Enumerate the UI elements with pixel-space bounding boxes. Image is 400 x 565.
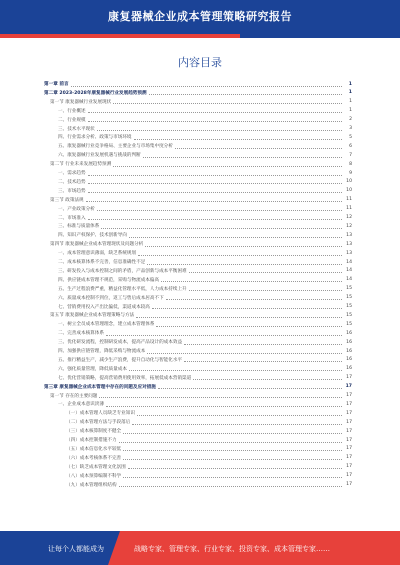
toc-entry[interactable] xyxy=(44,418,352,426)
toc-entry-label: 二、完善成本核算体系 xyxy=(58,331,104,337)
toc-page-number: 14 xyxy=(346,277,352,283)
header-band xyxy=(0,0,400,34)
toc-entry[interactable] xyxy=(44,436,352,444)
toc-entry[interactable] xyxy=(44,481,352,489)
toc-page-number: 1 xyxy=(349,108,352,114)
toc-entry[interactable] xyxy=(44,356,352,364)
toc-page-number: 17 xyxy=(346,410,352,416)
toc-leader-dots xyxy=(158,388,342,389)
toc-entry[interactable] xyxy=(44,463,352,471)
toc-entry-label: 第五节 康复器械企业成本管理策略与方法 xyxy=(50,313,135,319)
footer-slogan: 让每个人都能成为 xyxy=(48,545,104,553)
toc-chapter-entry[interactable] xyxy=(44,383,352,391)
toc-page-number: 1 xyxy=(348,81,352,87)
toc-leader-dots xyxy=(156,326,342,327)
toc-entry[interactable] xyxy=(44,267,352,275)
toc-leader-dots xyxy=(184,344,342,345)
toc-entry[interactable] xyxy=(44,409,352,417)
toc-entry-label: 第一章 前言 xyxy=(44,82,69,87)
toc-page-number: 17 xyxy=(346,375,352,381)
toc-entry-label: （五）成本信息化水平较低 xyxy=(66,446,122,452)
toc-leader-dots xyxy=(129,237,342,238)
toc-leader-dots xyxy=(97,210,342,211)
toc-entry[interactable] xyxy=(44,142,352,150)
footer-services: 战略专家、管理专家、行业专家、投资专家、成本管理专家…… xyxy=(134,545,330,553)
toc-page-number: 10 xyxy=(346,179,352,185)
toc-page-number: 17 xyxy=(346,437,352,443)
toc-page-number: 7 xyxy=(349,152,352,158)
toc-chapter-entry[interactable] xyxy=(44,80,352,88)
toc-entry[interactable] xyxy=(44,187,352,195)
toc-entry[interactable] xyxy=(44,258,352,266)
toc-entry[interactable] xyxy=(44,365,352,373)
toc-entry-label: 四、供应链成本管理不规范，采购与物流成本偏高 xyxy=(58,277,160,283)
toc-leader-dots xyxy=(113,166,342,167)
toc-page-number: 12 xyxy=(346,223,352,229)
toc-entry-label: （七）缺乏成本管理文化氛围 xyxy=(66,464,126,470)
toc-entry-label: 七、营销费用投入产出比偏低，渠道成本较高 xyxy=(58,304,150,310)
toc-leader-dots xyxy=(97,130,342,131)
toc-entry-label: 第四节 康复器械企业成本管理现状及问题分析 xyxy=(50,242,144,248)
toc-entry[interactable] xyxy=(44,222,352,230)
toc-entry[interactable] xyxy=(44,374,352,382)
toc-leader-dots xyxy=(175,148,342,149)
toc-entry[interactable] xyxy=(44,160,352,168)
toc-page-number: 13 xyxy=(346,232,352,238)
toc-leader-dots xyxy=(138,255,342,256)
toc-entry-label: （六）成本考核体系不完善 xyxy=(66,455,122,461)
toc-entry-label: 五、推行精益生产，减少生产浪费，提升自动化与智能化水平 xyxy=(58,357,183,363)
toc-page-number: 10 xyxy=(346,188,352,194)
toc-leader-dots xyxy=(152,308,342,309)
toc-leader-dots xyxy=(106,335,342,336)
toc-leader-dots xyxy=(143,157,342,158)
toc-leader-dots xyxy=(119,486,342,487)
toc-page-number: 17 xyxy=(346,446,352,452)
toc-entry[interactable] xyxy=(44,107,352,115)
toc-leader-dots xyxy=(147,264,342,265)
toc-page-number: 16 xyxy=(346,357,352,363)
toc-leader-dots xyxy=(113,103,342,104)
header-stripe xyxy=(0,34,400,38)
toc-entry[interactable] xyxy=(44,338,352,346)
toc-entry-label: 一、成本管理意识薄弱，缺乏系统规划 xyxy=(58,251,137,257)
toc-leader-dots xyxy=(88,112,342,113)
toc-page-number: 17 xyxy=(346,393,352,398)
toc-entry-label: 第三节 政策法规 xyxy=(50,197,84,203)
toc-leader-dots xyxy=(136,317,342,318)
toc-entry[interactable] xyxy=(44,125,352,133)
toc-page-number: 16 xyxy=(346,330,352,336)
toc-entry-label: （三）成本核算制度不健全 xyxy=(66,429,122,435)
toc-page-number: 15 xyxy=(346,295,352,301)
toc-leader-dots xyxy=(123,459,342,460)
toc-page-number: 15 xyxy=(346,321,352,327)
toc-page-number: 2 xyxy=(349,117,352,123)
toc-leader-dots xyxy=(184,361,342,362)
toc-leader-dots xyxy=(101,228,342,229)
toc-entry-label: 一、产业政策分析 xyxy=(58,206,95,212)
toc-page-number: 11 xyxy=(346,206,352,212)
toc-entry[interactable] xyxy=(44,231,352,239)
toc-leader-dots xyxy=(147,353,342,354)
toc-page-number: 17 xyxy=(346,428,352,434)
toc-entry[interactable] xyxy=(44,98,352,106)
toc-entry-label: （二）成本管理方法与手段落后 xyxy=(66,420,131,426)
toc-page-number: 8 xyxy=(349,161,352,167)
toc-entry[interactable] xyxy=(44,400,352,408)
toc-page-number: 16 xyxy=(346,339,352,345)
toc-entry-label: 一、树立全员成本管理理念，建立成本管理体系 xyxy=(58,322,155,328)
toc-page-number: 1 xyxy=(348,90,352,96)
toc-entry[interactable] xyxy=(44,205,352,213)
toc-entry[interactable] xyxy=(44,151,352,159)
toc-leader-dots xyxy=(119,442,342,443)
toc-leader-dots xyxy=(123,477,342,478)
toc-entry-label: 一、需求趋势 xyxy=(58,171,86,176)
toc-page-number: 17 xyxy=(346,419,352,425)
toc-leader-dots xyxy=(88,175,342,176)
toc-entry-label: 四、行业需求分析、政策与市场环境 xyxy=(58,135,132,141)
toc-leader-dots xyxy=(161,281,342,282)
toc-page-number: 16 xyxy=(346,366,352,372)
toc-entry-label: 二、行业规模 xyxy=(58,117,86,123)
toc-entry-label: 三、市场趋势 xyxy=(58,188,86,194)
toc-page-number: 1 xyxy=(349,99,352,105)
toc-entry-label: 六、强化质量管理，降低质量成本 xyxy=(58,366,127,372)
toc-entry[interactable] xyxy=(44,347,352,355)
toc-entry[interactable] xyxy=(44,294,352,302)
toc-entry-label: 第一节 存在的主要问题 xyxy=(50,393,98,399)
toc-entry-label: 六、康复器械行业发展机遇与挑战的判断 xyxy=(58,153,141,159)
toc-entry[interactable] xyxy=(44,169,352,177)
toc-entry[interactable] xyxy=(44,311,352,319)
toc-entry-label: （八）成本预算编制不科学 xyxy=(66,473,122,479)
toc-entry[interactable] xyxy=(44,392,352,400)
toc-leader-dots xyxy=(123,450,342,451)
toc-leader-dots xyxy=(123,433,342,434)
toc-page-number: 5 xyxy=(349,134,352,140)
toc-leader-dots xyxy=(132,424,342,425)
toc-leader-dots xyxy=(145,246,342,247)
toc-leader-dots xyxy=(88,192,342,193)
toc-page-number: 17 xyxy=(346,401,352,407)
toc-entry[interactable] xyxy=(44,472,352,480)
toc-chapter-entry[interactable] xyxy=(44,89,352,97)
toc-entry-label: 四、加强供应链管理，降低采购与物流成本 xyxy=(58,349,146,354)
toc-leader-dots xyxy=(71,86,342,87)
toc-leader-dots xyxy=(166,299,342,300)
toc-entry[interactable] xyxy=(44,133,352,141)
toc-entry[interactable] xyxy=(44,249,352,257)
toc-entry-label: 第二节 行业未来发展趋势预测 xyxy=(50,162,112,168)
toc-page-number: 15 xyxy=(346,312,352,318)
toc-entry[interactable] xyxy=(44,276,352,284)
toc-entry-label: 一、行业概述 xyxy=(58,108,86,114)
toc-entry-label: （四）成本控制措施不力 xyxy=(66,438,117,443)
toc-page-number: 14 xyxy=(346,259,352,265)
toc-leader-dots xyxy=(88,121,342,122)
toc-page-number: 17 xyxy=(345,384,352,390)
toc-page-number: 15 xyxy=(346,304,352,309)
toc-heading: 内容目录 xyxy=(178,56,222,69)
toc-entry-label: 六、质量成本控制不到位，返工与售后成本居高不下 xyxy=(58,295,164,301)
toc-leader-dots xyxy=(88,219,342,220)
toc-page-number: 13 xyxy=(346,250,352,256)
toc-entry-label: 第二章 2023-2028年康复器械行业发展趋势预测 xyxy=(44,90,147,96)
toc-entry-label: 三、标准与质量体系 xyxy=(58,224,100,230)
toc-leader-dots xyxy=(99,397,342,398)
toc-entry[interactable] xyxy=(44,427,352,435)
toc-leader-dots xyxy=(193,379,342,380)
toc-entry[interactable] xyxy=(44,303,352,311)
toc-entry-label: （一）成本管理人员缺乏专业知识 xyxy=(66,411,135,417)
toc-entry[interactable] xyxy=(44,240,352,248)
toc-page-number: 16 xyxy=(346,348,352,354)
toc-page-number: 13 xyxy=(346,241,352,247)
toc-entry[interactable] xyxy=(44,320,352,328)
toc-entry-label: 七、优化营销策略，提高营销费用使用效率，拓展低成本营销渠道 xyxy=(58,375,192,381)
toc-page-number: 15 xyxy=(346,286,352,292)
toc-entry[interactable] xyxy=(44,178,352,186)
toc-leader-dots xyxy=(86,201,342,202)
toc-entry[interactable] xyxy=(44,285,352,293)
toc-entry-label: 第三章 康复器械企业成本管理中存在的问题及应对措施 xyxy=(44,384,156,390)
toc-leader-dots xyxy=(128,468,342,469)
toc-entry[interactable] xyxy=(44,454,352,462)
toc-entry-label: 二、技术趋势 xyxy=(58,179,86,185)
toc-leader-dots xyxy=(88,183,342,184)
toc-entry-label: 五、生产过程浪费严重，精益化管理水平低，人力成本持续上升 xyxy=(58,286,187,292)
toc-page-number: 17 xyxy=(346,455,352,461)
toc-leader-dots xyxy=(134,139,342,140)
toc-entry-label: 第一节 康复器械行业发展现状 xyxy=(50,99,112,105)
toc-entry-label: （九）成本管理组织结构 xyxy=(66,482,117,488)
toc-page-number: 9 xyxy=(349,170,352,176)
toc-page-number: 11 xyxy=(346,197,352,203)
report-title: 康复器械企业成本管理策略研究报告 xyxy=(108,10,292,23)
toc-page-number: 17 xyxy=(346,482,352,487)
toc-entry-label: 三、技术水平现状 xyxy=(58,126,95,132)
toc-leader-dots xyxy=(149,94,342,95)
toc-page-number: 14 xyxy=(346,268,352,274)
toc-entry-label: 二、市场准入 xyxy=(58,215,86,221)
toc-entry[interactable] xyxy=(44,214,352,222)
toc-entry[interactable] xyxy=(44,445,352,453)
toc-leader-dots xyxy=(137,415,342,416)
toc-entry-label: 四、知识产权保护、技术创新导向 xyxy=(58,233,127,239)
toc-entry-label: 二、成本核算体系不完善，信息准确性不足 xyxy=(58,260,146,265)
toc-page-number: 6 xyxy=(349,143,352,149)
toc-leader-dots xyxy=(189,290,342,291)
toc-leader-dots xyxy=(129,370,342,371)
toc-page-number: 12 xyxy=(346,215,352,220)
toc-leader-dots xyxy=(106,406,342,407)
toc-page-number: 3 xyxy=(349,126,352,131)
toc-entry-label: 一、企业成本意识淡薄 xyxy=(58,402,104,408)
toc-entry-label: 三、研发投入与成本控制之间的矛盾，产品创新与成本平衡困难 xyxy=(58,268,187,274)
toc-leader-dots xyxy=(189,272,342,273)
toc-entry[interactable] xyxy=(44,116,352,124)
toc-entry-label: 五、康复器械行业竞争格局、主要企业与市场集中度分析 xyxy=(58,144,173,150)
toc-page-number: 17 xyxy=(346,473,352,479)
toc-entry[interactable] xyxy=(44,196,352,204)
toc-entry[interactable] xyxy=(44,329,352,337)
toc-entry-label: 三、优化研发流程，控制研发成本，提高产品设计的成本效益 xyxy=(58,340,183,346)
toc-page-number: 17 xyxy=(346,464,352,470)
